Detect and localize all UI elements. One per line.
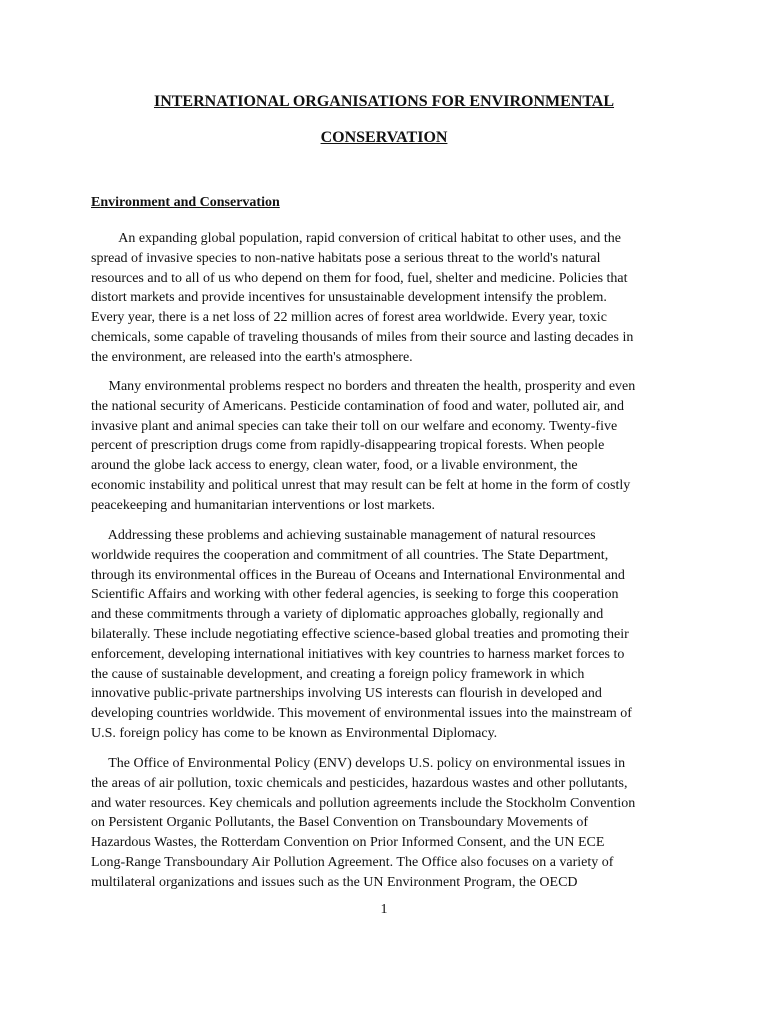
paragraph-line: Every year, there is a net loss of 22 million acres of forest area worldwide. Every year, toxic	[91, 310, 607, 326]
paragraph-line: the national security of Americans. Pesticide contamination of food and water, polluted air, and	[91, 398, 625, 414]
paragraph-line: Many environmental problems respect no borders and threaten the health, prosperity and even	[91, 379, 636, 394]
document-title-line-1: INTERNATIONAL ORGANISATIONS FOR ENVIRONMENTAL	[153, 93, 615, 110]
paragraph-line: and these commitments through a variety of diplomatic approaches globally, regionally and	[91, 607, 604, 623]
paragraph-2	[91, 377, 677, 516]
page-number: 1	[380, 902, 388, 917]
paragraph-line: worldwide requires the cooperation and commitment of all countries. The State Department,	[91, 547, 609, 563]
paragraph-1	[91, 229, 677, 368]
paragraph-line: developing countries worldwide. This movement of environmental issues into the mainstream of	[91, 706, 632, 722]
paragraph-line: Hazardous Wastes, the Rotterdam Convention on Prior Informed Consent, and the UN ECE	[91, 835, 605, 851]
paragraph-line: chemicals, some capable of traveling thousands of miles from their source and lasting decades in	[91, 329, 634, 345]
paragraph-line: on Persistent Organic Pollutants, the Basel Convention on Transboundary Movements of	[91, 815, 589, 831]
paragraph-line: peacekeeping and humanitarian interventions or lost markets.	[91, 497, 436, 513]
paragraph-line: the environment, are released into the earth's atmosphere.	[91, 349, 413, 365]
paragraph-line: distort markets and provide incentives for unsustainable development intensify the problem.	[91, 290, 607, 306]
paragraph-line: spread of invasive species to non-native habitats pose a serious threat to the world's natural	[91, 250, 601, 266]
paragraph-line: Scientific Affairs and working with other federal agencies, is seeking to forge this cooperation	[91, 587, 619, 603]
paragraph-line: invasive plant and animal species can take their toll on our welfare and economy. Twenty-five	[91, 418, 618, 434]
paragraph-line: the areas of air pollution, toxic chemicals and pesticides, hazardous wastes and other pollutants,	[91, 775, 628, 791]
paragraph-3	[91, 526, 677, 744]
paragraph-line: enforcement, developing international initiatives with key countries to harness market forces to	[91, 646, 625, 662]
paragraph-line: The Office of Environmental Policy (ENV) develops U.S. policy on environmental issues in	[91, 756, 626, 771]
paragraph-line: innovative public-private partnerships involving US interests can flourish in developed and	[91, 686, 602, 702]
paragraph-line: resources and to all of us who depend on them for food, fuel, shelter and medicine. Policies that	[91, 270, 628, 286]
paragraph-line: economic instability and political unrest that may result can be felt at home in the form of costly	[91, 477, 631, 493]
paragraph-4	[91, 754, 677, 893]
paragraph-line: percent of prescription drugs come from rapidly-disappearing tropical forests. When people	[91, 438, 605, 454]
paragraph-line: the cause of sustainable development, and creating a foreign policy framework in which	[91, 666, 585, 682]
paragraph-line: bilaterally. These include negotiating effective science-based global treaties and promoting their	[91, 626, 629, 642]
section-heading: Environment and Conservation	[91, 195, 280, 210]
paragraph-line: U.S. foreign policy has come to be known as Environmental Diplomacy.	[91, 725, 498, 741]
paragraph-line: through its environmental offices in the Bureau of Oceans and International Environmental and	[91, 567, 625, 583]
paragraph-line: multilateral organizations and issues such as the UN Environment Program, the OECD	[91, 874, 578, 890]
paragraph-line: and water resources. Key chemicals and pollution agreements include the Stockholm Convention	[91, 795, 636, 811]
paragraph-line: An expanding global population, rapid conversion of critical habitat to other uses, and the	[91, 231, 621, 246]
paragraph-line: around the globe lack access to energy, clean water, food, or a livable environment, the	[91, 458, 578, 474]
paragraph-line: Addressing these problems and achieving sustainable management of natural resources	[91, 528, 596, 543]
document-title-line-2: CONSERVATION	[320, 129, 448, 146]
paragraph-line: Long-Range Transboundary Air Pollution Agreement. The Office also focuses on a variety of	[91, 854, 614, 870]
